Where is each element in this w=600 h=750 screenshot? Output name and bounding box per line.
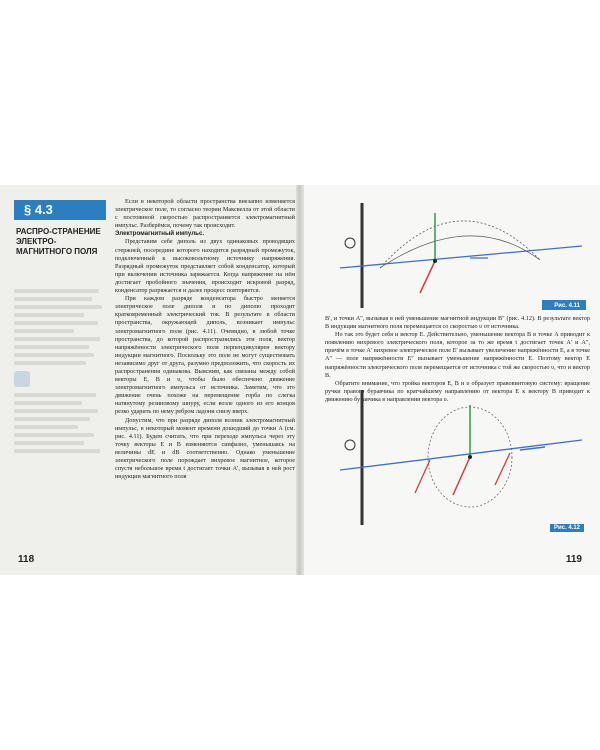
book-spread xyxy=(0,185,600,575)
paragraph: Но так это будет себя и вектор E. Действительно, уменьшение вектора B в точке A приводит к появлению вихревого электрического поля, которое за то же время t достигает точек A′ и A″, причём в точке A′ вихревое электрическое поле E′ вызывает увеличение напряжённости E, а в точке A″ — поле напряжённости E″ вызывает уменьшение напряжённости E. Поэтому вектор E напряжённости электрического поля перемещается от источника с той же скоростью υ, что и вектор B. xyxy=(325,331,590,379)
figure-4-12 xyxy=(320,385,590,535)
paragraph: Допустим, что при разряде диполя возник электромагнитный импульс, в некоторый момент времени дошедший до точки A (см. рис. 4.11). Будем считать, что при переходе импульса через эту точку векторы E и B изменяются синфазно, уменьшаясь на величины dE и dB соответственно. Однако уменьшение электрического поле порождает вихревое магнитное, которое спустя небольшое время t достигает точки A′, вызывая в ней рост индукции магнитного поля xyxy=(115,416,295,481)
margin-icon xyxy=(14,371,30,387)
section-number: § 4.3 xyxy=(14,200,106,220)
paragraph: B′, и точки A″, вызывая в ней уменьшение магнитной индукции B″ (рис. 4.12). В результате вектор B индукции магнитного поля перемещается со скоростью υ от источника. xyxy=(325,315,590,331)
page-number-left: 118 xyxy=(18,554,35,565)
figure-4-12-label: Рис. 4.12 xyxy=(550,524,584,532)
section-title: РАСПРО-СТРАНЕНИЕ ЭЛЕКТРО-МАГНИТНОГО ПОЛЯ xyxy=(16,227,101,256)
figure-4-11-label: Рис. 4.11 xyxy=(550,302,584,310)
margin-notes xyxy=(14,285,104,535)
left-text-column xyxy=(115,198,295,481)
subheading: Электромагнитный импульс. xyxy=(115,230,205,238)
paragraph: Представим себе диполь из двух одинаковых проводящих стержней, посередине которого находится разрядный промежуток, подключенный к высоковольтному источнику напряжения. Разрядный промежуток представляет собой конденсатор, который при включении источника заряжается. Когда напряжение на нём достигает пробойного значения, происходит искровой разряд, конденсатор разряжается и далее процесс повторяется. xyxy=(115,238,295,295)
figure-4-11-diagram xyxy=(320,198,590,313)
left-page xyxy=(0,185,300,575)
paragraph: Если в некоторой области пространства внезапно изменяется электрическое поле, то согласно теории Максвелла от этой области с постоянной скоростью распространяется электромагнитный импульс. Разберёмся, почему так происходит. xyxy=(115,198,295,230)
right-page xyxy=(300,185,600,575)
figure-4-12-diagram xyxy=(320,385,590,535)
figure-4-11 xyxy=(320,198,590,313)
page-number-right: 119 xyxy=(565,554,582,565)
book-gutter xyxy=(296,185,304,575)
paragraph: При каждом разряде конденсатора быстро меняется электрическое поле диполя и по диполю проходит кратковременный электрический ток. В результате в области пространства, окружающей диполь, возникает импульс электромагнитного поля (рис. 4.11). Очевидно, в любой точке пространства, до которой распространились эти поля, вектор напряжённости электрического поля перпендикулярен вектору индукции магнитного. Поскольку это поле не могут существовать независимо друг от друга, разумно предположить, что скорость их распространения одинакова. Выясним, как связаны между собой векторы E, B и υ, чтобы было обеспечено движение электромагнитного импульса от источника. Заметим, что это движение очень похоже на перемещение горба по слегка натянутому резиновому шнуру, если возле одного из его концов резко ударить по нему ребром ладони снизу вверх. xyxy=(115,295,295,416)
paragraph: Обратите внимание, что тройка векторов E, B и υ образует правовинтовую систему: вращение ручки правого буравчика по кратчайшему направлению от вектора E к вектору B приводит к движению буравчика в направлении вектора υ. xyxy=(325,379,590,403)
